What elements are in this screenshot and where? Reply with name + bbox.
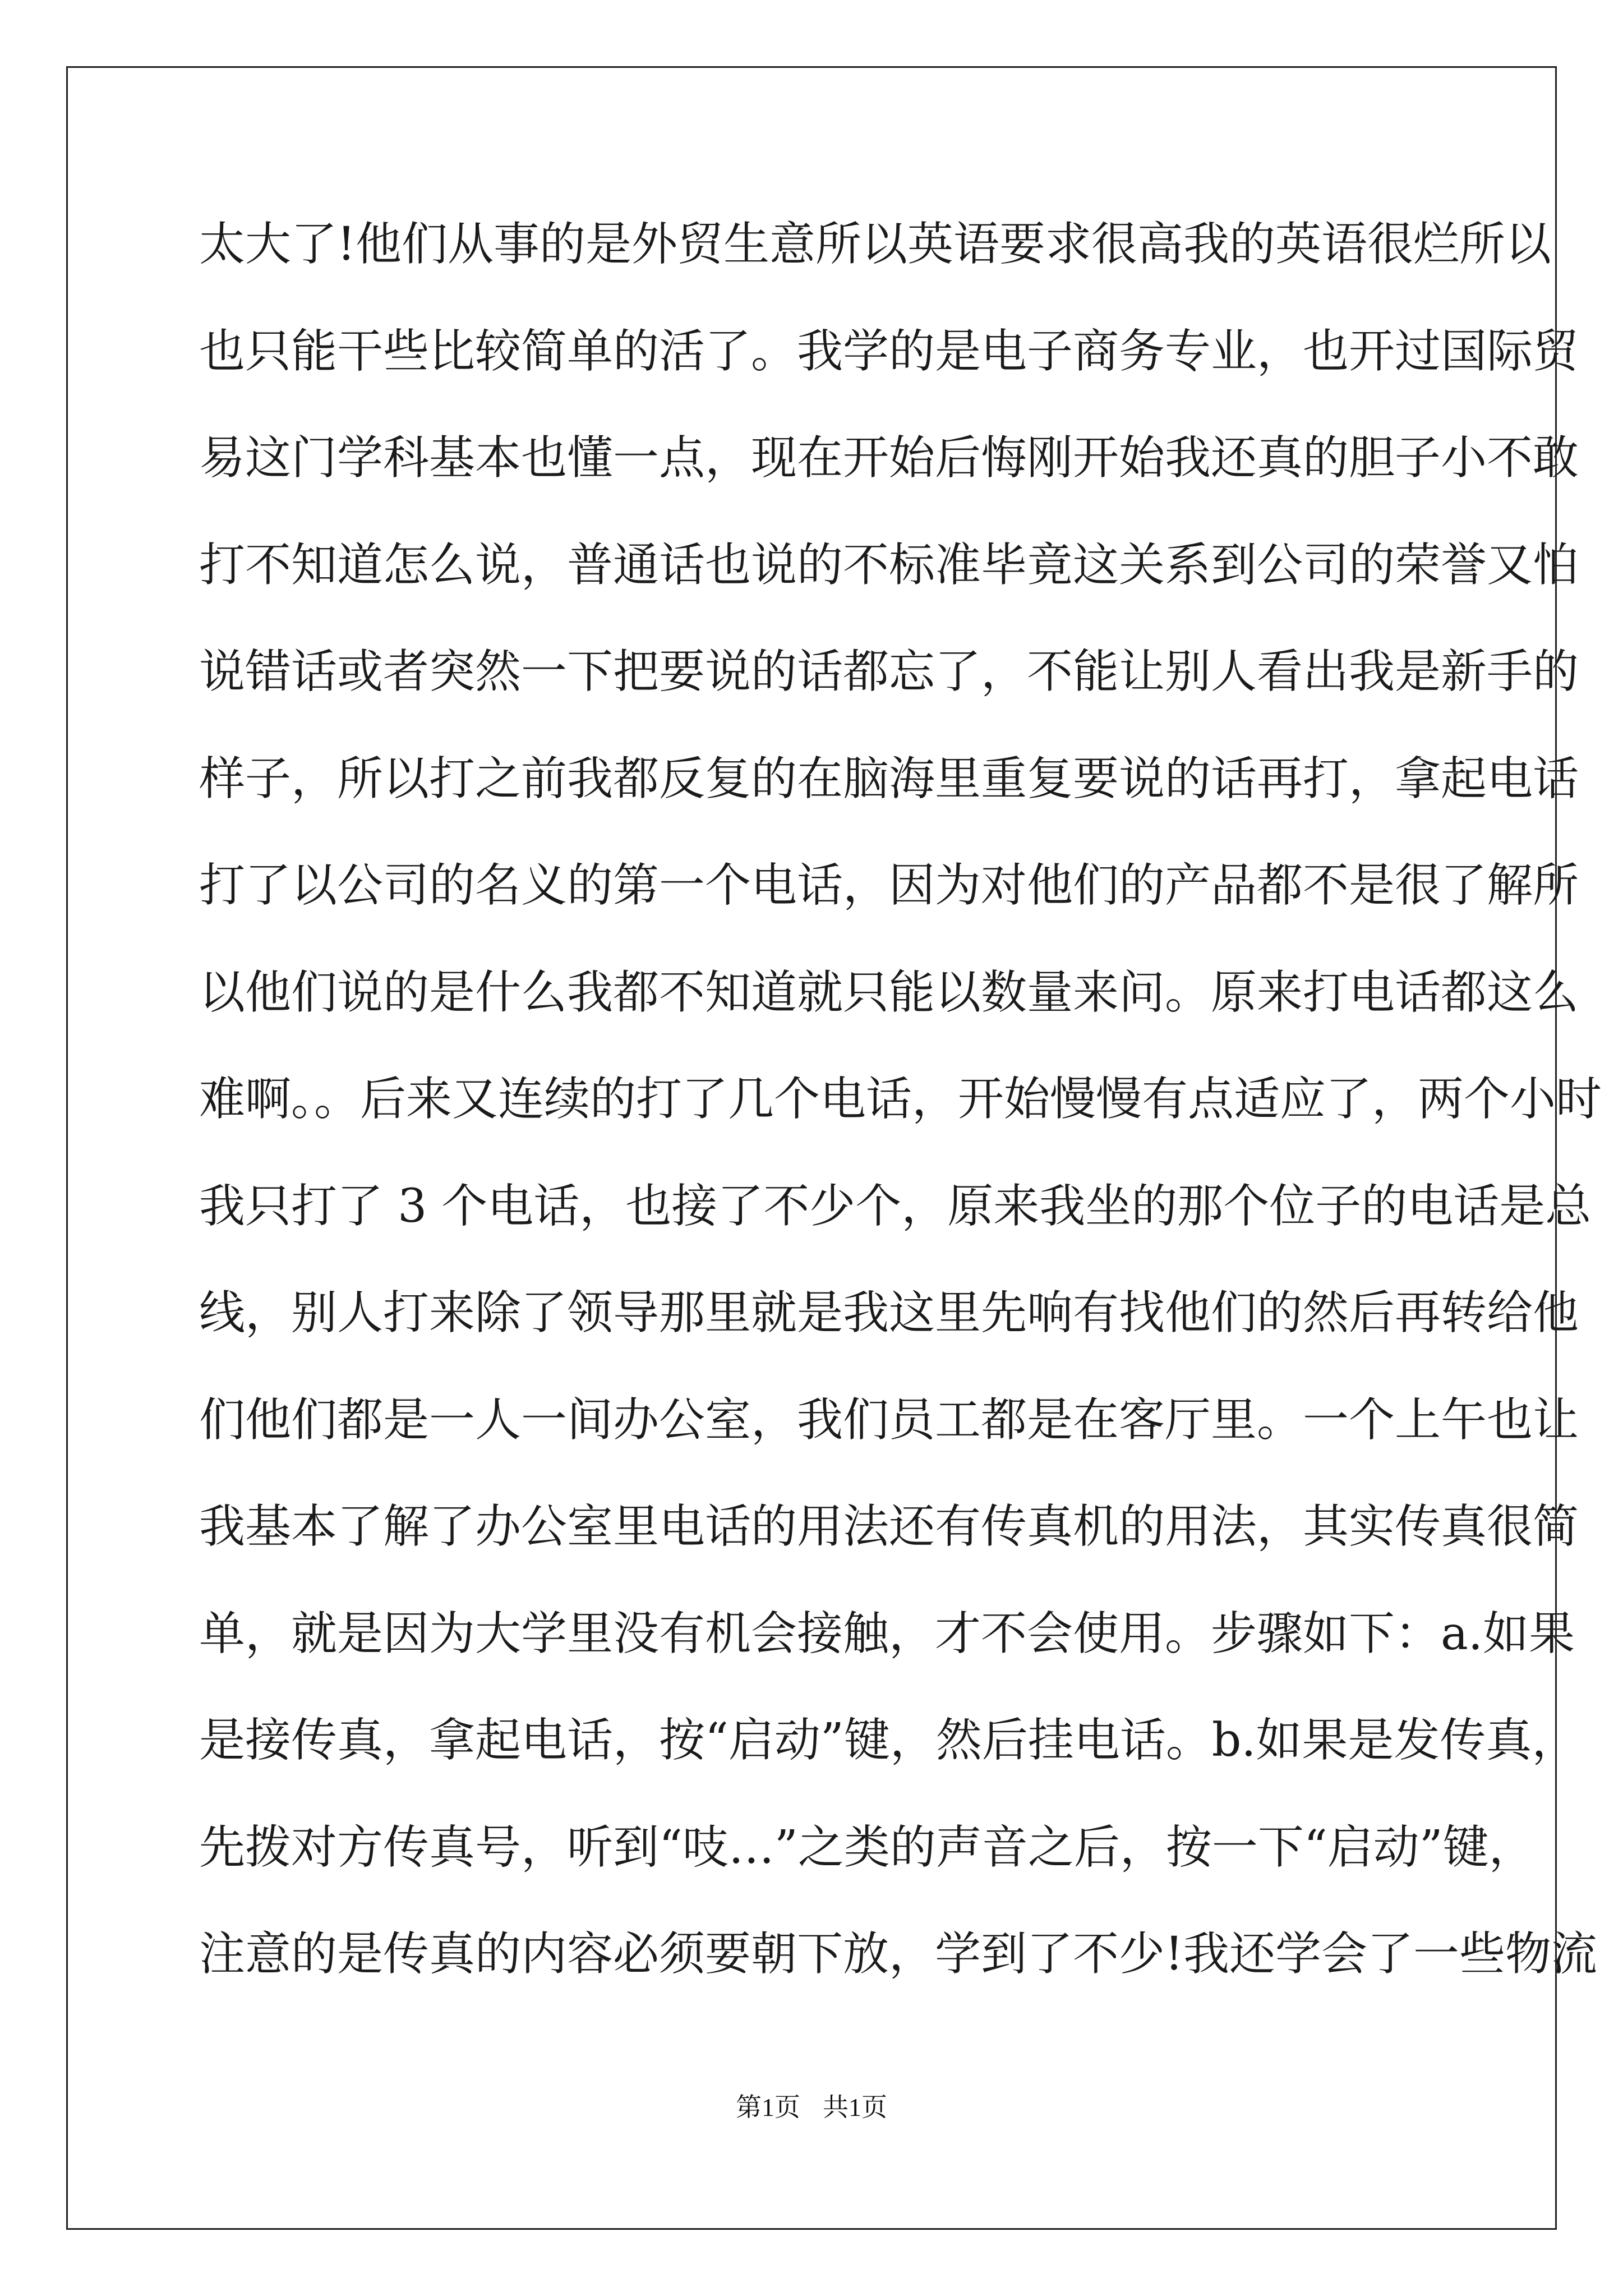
text-line: 是接传真，拿起电话，按“启动”键，然后挂电话。b.如果是发传真， — [199, 1714, 1578, 1767]
text-line: 先拨对方传真号，听到“吱…”之类的声音之后，按一下“启动”键， — [199, 1820, 1535, 1874]
text-line: 单，就是因为大学里没有机会接触，才不会使用。步骤如下：a.如果 — [199, 1607, 1575, 1660]
text-line: 线，别人打来除了领导那里就是我这里先响有找他们的然后再转给他 — [199, 1286, 1579, 1340]
text-line: 说错话或者突然一下把要说的话都忘了，不能让别人看出我是新手的 — [199, 645, 1579, 698]
text-line: 以他们说的是什么我都不知道就只能以数量来问。原来打电话都这么 — [199, 965, 1579, 1019]
text-line: 样子，所以打之前我都反复的在脑海里重复要说的话再打，拿起电话 — [199, 752, 1579, 806]
text-line: 们他们都是一人一间办公室，我们员工都是在客厅里。一个上午也让 — [199, 1393, 1579, 1447]
text-line: 易这门学科基本也懂一点，现在开始后悔刚开始我还真的胆子小不敢 — [199, 431, 1579, 485]
document-body — [199, 218, 1602, 2039]
text-line: 打了以公司的名义的第一个电话，因为对他们的产品都不是很了解所 — [199, 859, 1579, 912]
text-line: 太大了!他们从事的是外贸生意所以英语要求很高我的英语很烂所以 — [199, 218, 1551, 271]
page-footer — [0, 2087, 1623, 2124]
text-line: 打不知道怎么说，普通话也说的不标准毕竟这关系到公司的荣誉又怕 — [199, 538, 1579, 592]
page-number: 第1页 — [736, 2093, 800, 2122]
page-total: 共1页 — [823, 2093, 887, 2122]
text-line: 也只能干些比较简单的活了。我学的是电子商务专业，也开过国际贸 — [199, 324, 1579, 378]
text-line: 注意的是传真的内容必须要朝下放，学到了不少!我还学会了一些物流 — [199, 1927, 1597, 1981]
text-line: 我基本了解了办公室里电话的用法还有传真机的用法，其实传真很简 — [199, 1500, 1579, 1553]
text-line: 难啊。。后来又连续的打了几个电话，开始慢慢有点适应了，两个小时 — [199, 1073, 1602, 1126]
text-line: 我只打了 3 个电话，也接了不少个，原来我坐的那个位子的电话是总 — [199, 1179, 1592, 1233]
